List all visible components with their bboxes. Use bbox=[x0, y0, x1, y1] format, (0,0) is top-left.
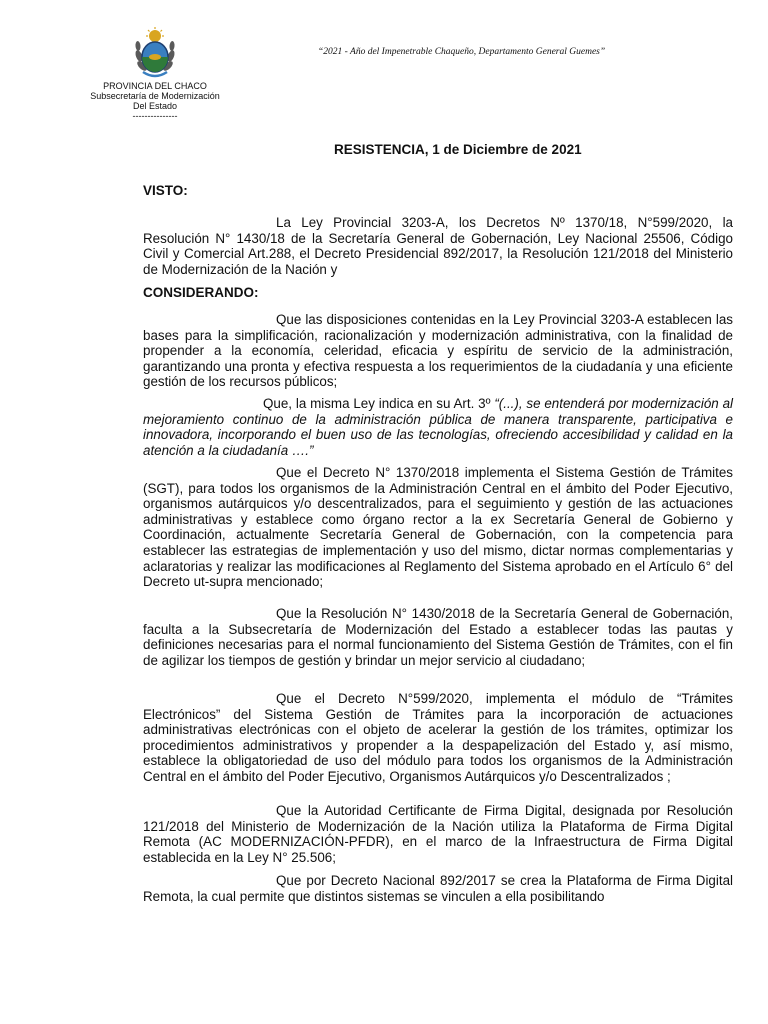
considerando-heading: CONSIDERANDO: bbox=[143, 285, 259, 300]
header-separator: --------------- bbox=[132, 111, 178, 121]
considerando-paragraph-3: Que el Decreto N° 1370/2018 implementa el Sistema Gestión de Trámites (SGT), para todos los organismos de la Administración Central en el ámbito del Poder Ejecutivo, organismos autárquicos y/o descentralizados, para el seguimiento y gestión de las actuaciones administrativas y establece como órgano rector a la ex Secretaría General de Gobierno y Coordinación, actualmente Secretaría General de Gobernación, con la competencia para establecer las estrategias de implementación y uso del mismo, dictar normas complementarias y aclaratorias y realizar las modificaciones al Reglamento del Sistema aprobado en el Artículo 6° del Decreto ut-supra mencionado; bbox=[143, 465, 733, 590]
considerando-paragraph-2 bbox=[143, 396, 733, 458]
paragraph-2-quote: “(...), se entenderá por modernización al mejoramiento continuo de la administración pública de manera transparente, participativa e innovadora, incorporando el buen uso de las tecnologías, ofreciendo accesibilidad y calidad en la atención a la ciudadanía ….” bbox=[143, 396, 733, 458]
considerando-paragraph-5: Que el Decreto N°599/2020, implementa el módulo de “Trámites Electrónicos” del Sistema Gestión de Trámites para la incorporación de actuaciones administrativas electrónicas con el objeto de acelerar la gestión de los trámites, optimizar los procedimientos administrativos y propender a la despapelización del Estado y, así mismo, establece la obligatoriedad de uso del módulo para todos los organismos de la Administración Central en el ámbito del Poder Ejecutivo, Organismos Autárquicos y/o Descentralizados ; bbox=[143, 691, 733, 784]
provincial-coat-of-arms-icon bbox=[133, 26, 177, 80]
visto-heading: VISTO: bbox=[143, 183, 188, 198]
office-name-line1: Subsecretaría de Modernización bbox=[90, 91, 220, 101]
province-name: PROVINCIA DEL CHACO bbox=[103, 81, 207, 91]
considerando-paragraph-1: Que las disposiciones contenidas en la Ley Provincial 3203-A establecen las bases para la simplificación, racionalización y modernización administrativa, con la finalidad de propender a la economía, celeridad, eficacia y espíritu de servicio de la administración, garantizando una pronta y efectiva respuesta a los requerimientos de la ciudadanía y una eficiente gestión de los recursos públicos; bbox=[143, 312, 733, 390]
office-name-line2: Del Estado bbox=[132, 101, 178, 111]
considerando-paragraph-7: Que por Decreto Nacional 892/2017 se crea la Plataforma de Firma Digital Remota, la cual permite que distintos sistemas se vinculen a ella posibilitando bbox=[143, 873, 733, 904]
paragraph-2-text: Que, la misma Ley indica en su Art. 3º bbox=[263, 396, 495, 411]
considerando-paragraph-4: Que la Resolución N° 1430/2018 de la Secretaría General de Gobernación, faculta a la Subsecretaría de Modernización del Estado a establecer todas las pautas y definiciones necesarias para el normal funcionamiento del Sistema Gestión de Trámites, con el fin de agilizar los tiempos de gestión y brindar un mejor servicio al ciudadano; bbox=[143, 606, 733, 668]
considerando-paragraph-6: Que la Autoridad Certificante de Firma Digital, designada por Resolución 121/2018 del Ministerio de Modernización de la Nación utiliza la Plataforma de Firma Digital Remota (AC MODERNIZACIÓN-PFDR), en el marco de la Infraestructura de Firma Digital establecida en la Ley N° 25.506; bbox=[143, 803, 733, 865]
year-motto: “2021 - Año del Impenetrable Chaqueño, Departamento General Guemes” bbox=[318, 47, 606, 57]
issuing-office-header bbox=[80, 81, 230, 121]
visto-paragraph: La Ley Provincial 3203-A, los Decretos Nº 1370/18, N°599/2020, la Resolución N° 1430/18 de la Secretaría General de Gobernación, Ley Nacional 25506, Código Civil y Comercial Art.288, el Decreto Presidencial 892/2017, la Resolución 121/2018 del Ministerio de Modernización de la Nación y bbox=[143, 215, 733, 277]
document-date: RESISTENCIA, 1 de Diciembre de 2021 bbox=[334, 142, 582, 157]
